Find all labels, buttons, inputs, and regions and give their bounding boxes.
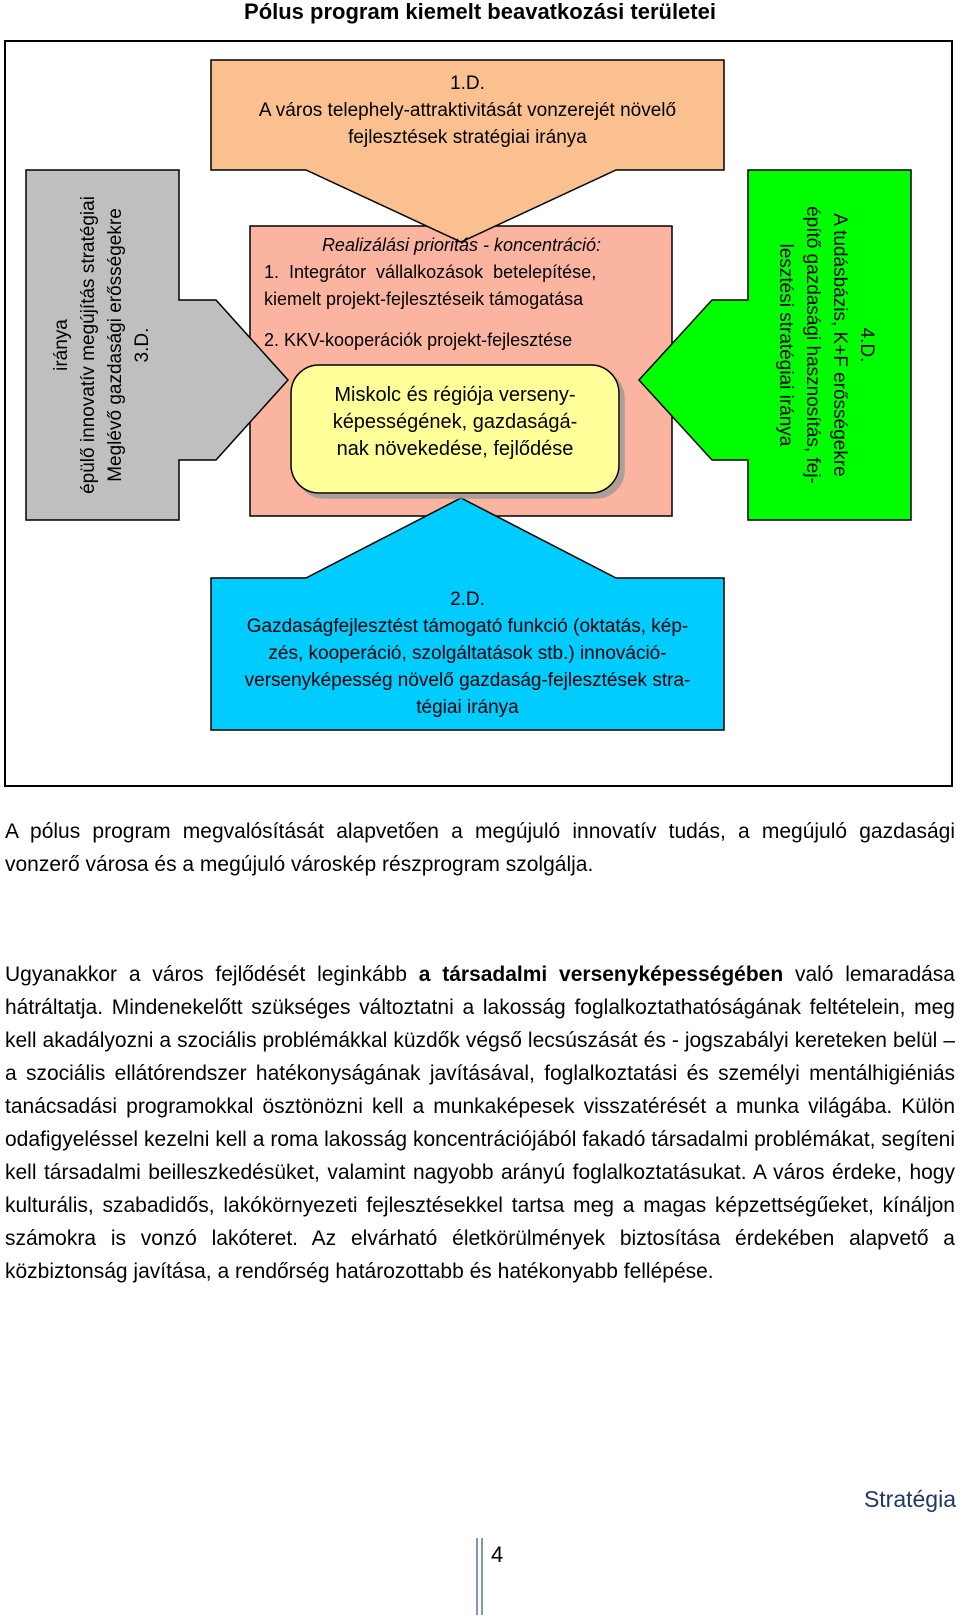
core-line-1: Miskolc és régiója verseny- — [334, 384, 576, 406]
paragraph-2 — [5, 958, 955, 1288]
footer-section: Stratégia — [863, 1486, 956, 1512]
bottom-box-code: 2.D. — [450, 589, 485, 610]
page-number: 4 — [491, 1542, 504, 1567]
paragraph-2-emphasis: a társadalmi versenyképességében — [418, 963, 784, 986]
core-line-2: képességének, gazdaságá- — [332, 411, 578, 433]
bottom-box-line-4: tégiai iránya — [416, 697, 519, 718]
paragraph-2-start: Ugyanakkor a város fejlődését leginkább — [5, 963, 419, 986]
page-title: Pólus program kiemelt beavatkozási területei — [244, 0, 716, 24]
right-box-text — [772, 175, 880, 515]
footer-bar-left — [476, 1538, 478, 1615]
center-box-text — [264, 232, 659, 354]
left-box-line-3: iránya — [51, 319, 72, 371]
footer-bar-right — [481, 1538, 483, 1615]
top-box-code: 1.D. — [450, 73, 485, 94]
right-box-line-3: lesztési stratégiai iránya — [775, 243, 796, 447]
center-item-1-line-2: kiemelt projekt-fejlesztéseik támogatása — [264, 289, 584, 309]
core-line-3: nak növekedése, fejlődése — [336, 438, 574, 460]
right-box-line-1: A tudásbázis, K+F erősségekre — [829, 213, 850, 477]
left-box-line-1: Meglévő gazdasági erősségekre — [105, 208, 126, 482]
left-box-text — [48, 175, 156, 515]
bottom-box-text — [211, 586, 724, 721]
bottom-box-line-3: versenyképesség növelő gazdaság-fejlesztések stra- — [244, 670, 691, 691]
right-box-code: 4.D. — [856, 327, 877, 363]
bottom-box-line-2: zés, kooperáció, szolgáltatások stb.) innováció- — [268, 643, 667, 664]
top-box-line-1: A város telephely-attraktivitását vonzerejét növelő — [258, 100, 677, 121]
paragraph-2-rest: való lemaradása hátráltatja. Mindenekelőtt szükséges változtatni a lakosság foglalkoztathatóságának feltételein, meg kell akadályozni a szociális problémákkal küzdők végső lecsúszását és - jogszabályi kereteken belül – a szociális ellátórendszer hatékonyságának javításával, foglalkoztatási és személyi mentálhigiéniás tanácsadási programokkal ösztönözni kell a munkaképesek visszatérését a munka világába. Külön odafigyeléssel kezelni kell a roma lakosság koncentrációjából fakadó társadalmi problémákat, segíteni kell társadalmi beilleszkedésüket, valamint nagyobb arányú foglalkoztatásukat. A város érdeke, hogy kulturális, szabadidős, lakókörnyezeti fejlesztésekkel tartsa meg a magas képzettségűeket, kínáljon számokra is vonzó lakóteret. Az elvárható életkörülmények biztosítása érdekében alapvető a közbiztonság javítása, a rendőrség határozottabb és hatékonyabb fellépése. — [5, 963, 955, 1283]
right-box-line-2: építő gazdasági hasznosítás, fej- — [802, 206, 823, 484]
left-box-line-2: épülő innovatív megújítás stratégiai — [78, 196, 99, 494]
left-box-code: 3.D. — [132, 327, 153, 363]
top-box-text — [211, 70, 724, 151]
diagram-frame — [4, 40, 953, 787]
center-item-1-line-1: 1. Integrátor vállalkozások betelepítése, — [264, 262, 597, 282]
paragraph-1: A pólus program megvalósítását alapvetően a megújuló innovatív tudás, a megújuló gazdasági vonzerő városa és a megújuló városkép részprogram szolgálja. — [5, 820, 955, 876]
top-box-line-2: fejlesztések stratégiai iránya — [348, 127, 587, 148]
core-box-text — [291, 382, 619, 463]
bottom-box-line-1: Gazdaságfejlesztést támogató funkció (oktatás, kép- — [246, 616, 689, 637]
center-item-2: 2. KKV-kooperációk projekt-fejlesztése — [264, 330, 573, 350]
center-heading: Realizálási prioritás - koncentráció: — [321, 235, 602, 255]
